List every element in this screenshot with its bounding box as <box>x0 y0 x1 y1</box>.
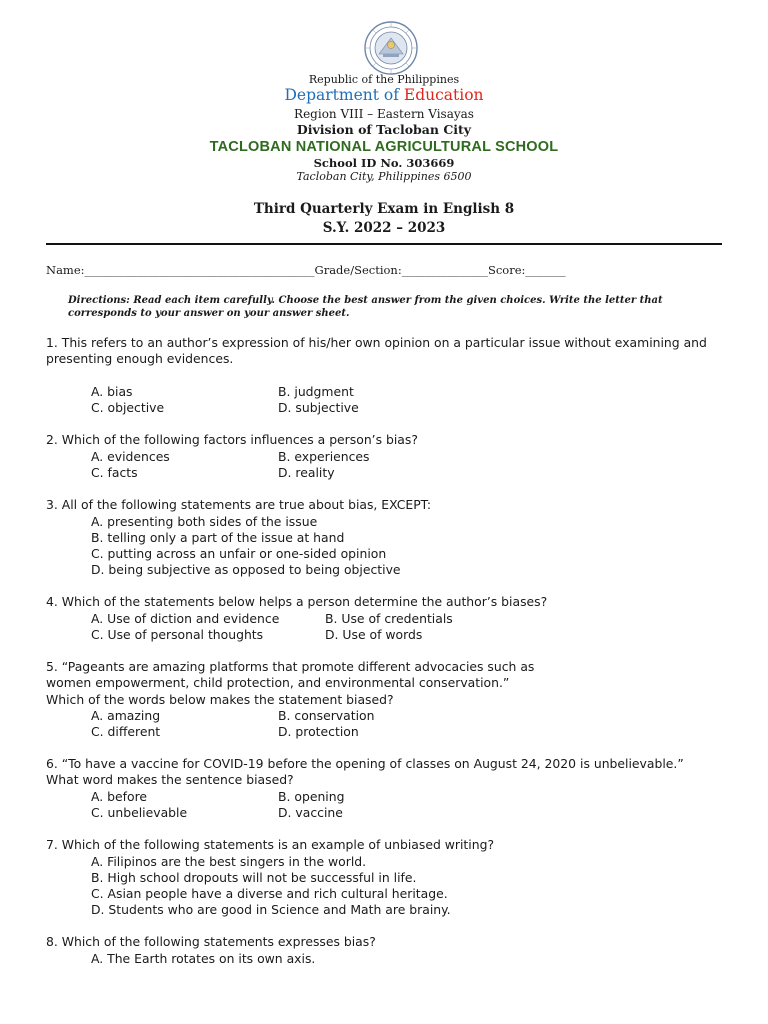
department-name: Education <box>403 86 484 104</box>
region-line: Region VIII – Eastern Visayas <box>294 107 474 121</box>
choice: C. Use of personal thoughts <box>91 627 264 642</box>
question-6 <box>46 756 684 789</box>
choice: A. amazing <box>91 708 161 723</box>
choice: D. Use of words <box>325 627 423 642</box>
choice: B. Use of credentials <box>325 611 453 626</box>
choice: B. conservation <box>278 708 375 723</box>
question-8 <box>46 934 376 950</box>
question-2 <box>46 432 418 448</box>
choice: C. unbelievable <box>91 805 188 820</box>
question-4 <box>46 594 547 610</box>
question-stem: 3. All of the following statements are true about bias, EXCEPT: <box>46 497 432 512</box>
question-stem: presenting enough evidences. <box>46 351 234 367</box>
department-title <box>0 86 768 104</box>
choice: A. presenting both sides of the issue <box>91 514 318 529</box>
question-7 <box>46 837 494 853</box>
choice: A. The Earth rotates on its own axis. <box>91 951 316 966</box>
choice: D. subjective <box>278 400 359 415</box>
question-3 <box>46 497 431 513</box>
question-stem: 6. “To have a vaccine for COVID-19 before the opening of classes on August 24, 2020 is unbelievable.” <box>46 756 684 771</box>
school-location: Tacloban City, Philippines 6500 <box>296 170 472 183</box>
question-1 <box>46 335 707 368</box>
deped-seal-icon <box>363 20 419 76</box>
choice: D. being subjective as opposed to being objective <box>91 562 401 577</box>
choice: D. protection <box>278 724 359 739</box>
choice: D. vaccine <box>278 805 343 820</box>
question-5 <box>46 659 534 708</box>
choice: A. bias <box>91 384 133 399</box>
choice: B. opening <box>278 789 345 804</box>
question-stem: 4. Which of the statements below helps a person determine the author’s biases? <box>46 594 548 609</box>
header-divider <box>46 243 722 245</box>
choice: B. experiences <box>278 449 370 464</box>
choice: A. evidences <box>91 449 170 464</box>
question-stem: 2. Which of the following factors influences a person’s bias? <box>46 432 418 447</box>
choice: B. High school dropouts will not be successful in life. <box>91 870 417 885</box>
question-stem: 7. Which of the following statements is an example of unbiased writing? <box>46 837 495 852</box>
choice: A. Filipinos are the best singers in the world. <box>91 854 367 869</box>
choice: C. facts <box>91 465 138 480</box>
republic-line: Republic of the Philippines <box>308 73 460 86</box>
question-stem: women empowerment, child protection, and environmental conservation.” <box>46 675 510 691</box>
choice: B. judgment <box>278 384 354 399</box>
directions: Directions: Read each item carefully. Choose the best answer from the given choices. Write the letter that corresponds to your answer on your answer sheet. <box>68 295 663 319</box>
question-stem: Which of the words below makes the statement biased? <box>46 691 394 707</box>
choice: B. telling only a part of the issue at hand <box>91 530 345 545</box>
question-stem: What word makes the sentence biased? <box>46 772 294 788</box>
student-info-line: Name:________________________________________Grade/Section:_______________Score:_______ <box>46 263 566 277</box>
choice: C. Asian people have a diverse and rich cultural heritage. <box>91 886 448 901</box>
question-stem: 1. This refers to an author’s expression of his/her own opinion on a particular issue without examining and <box>46 335 707 350</box>
choice: C. different <box>91 724 161 739</box>
division-line: Division of Tacloban City <box>296 122 472 137</box>
school-year: S.Y. 2022 – 2023 <box>322 220 446 236</box>
choice: D. reality <box>278 465 335 480</box>
exam-title: Third Quarterly Exam in English 8 <box>253 201 515 217</box>
question-stem: 5. “Pageants are amazing platforms that promote different advocacies such as <box>46 659 535 674</box>
question-stem: 8. Which of the following statements expresses bias? <box>46 934 376 949</box>
choice: C. objective <box>91 400 165 415</box>
school-name: TACLOBAN NATIONAL AGRICULTURAL SCHOOL <box>209 139 559 155</box>
choice: D. Students who are good in Science and Math are brainy. <box>91 902 451 917</box>
choice: A. before <box>91 789 148 804</box>
school-id: School ID No. 303669 <box>313 156 455 170</box>
department-prefix: Department of <box>284 86 404 104</box>
choice: A. Use of diction and evidence <box>91 611 280 626</box>
choice: C. putting across an unfair or one-sided opinion <box>91 546 387 561</box>
